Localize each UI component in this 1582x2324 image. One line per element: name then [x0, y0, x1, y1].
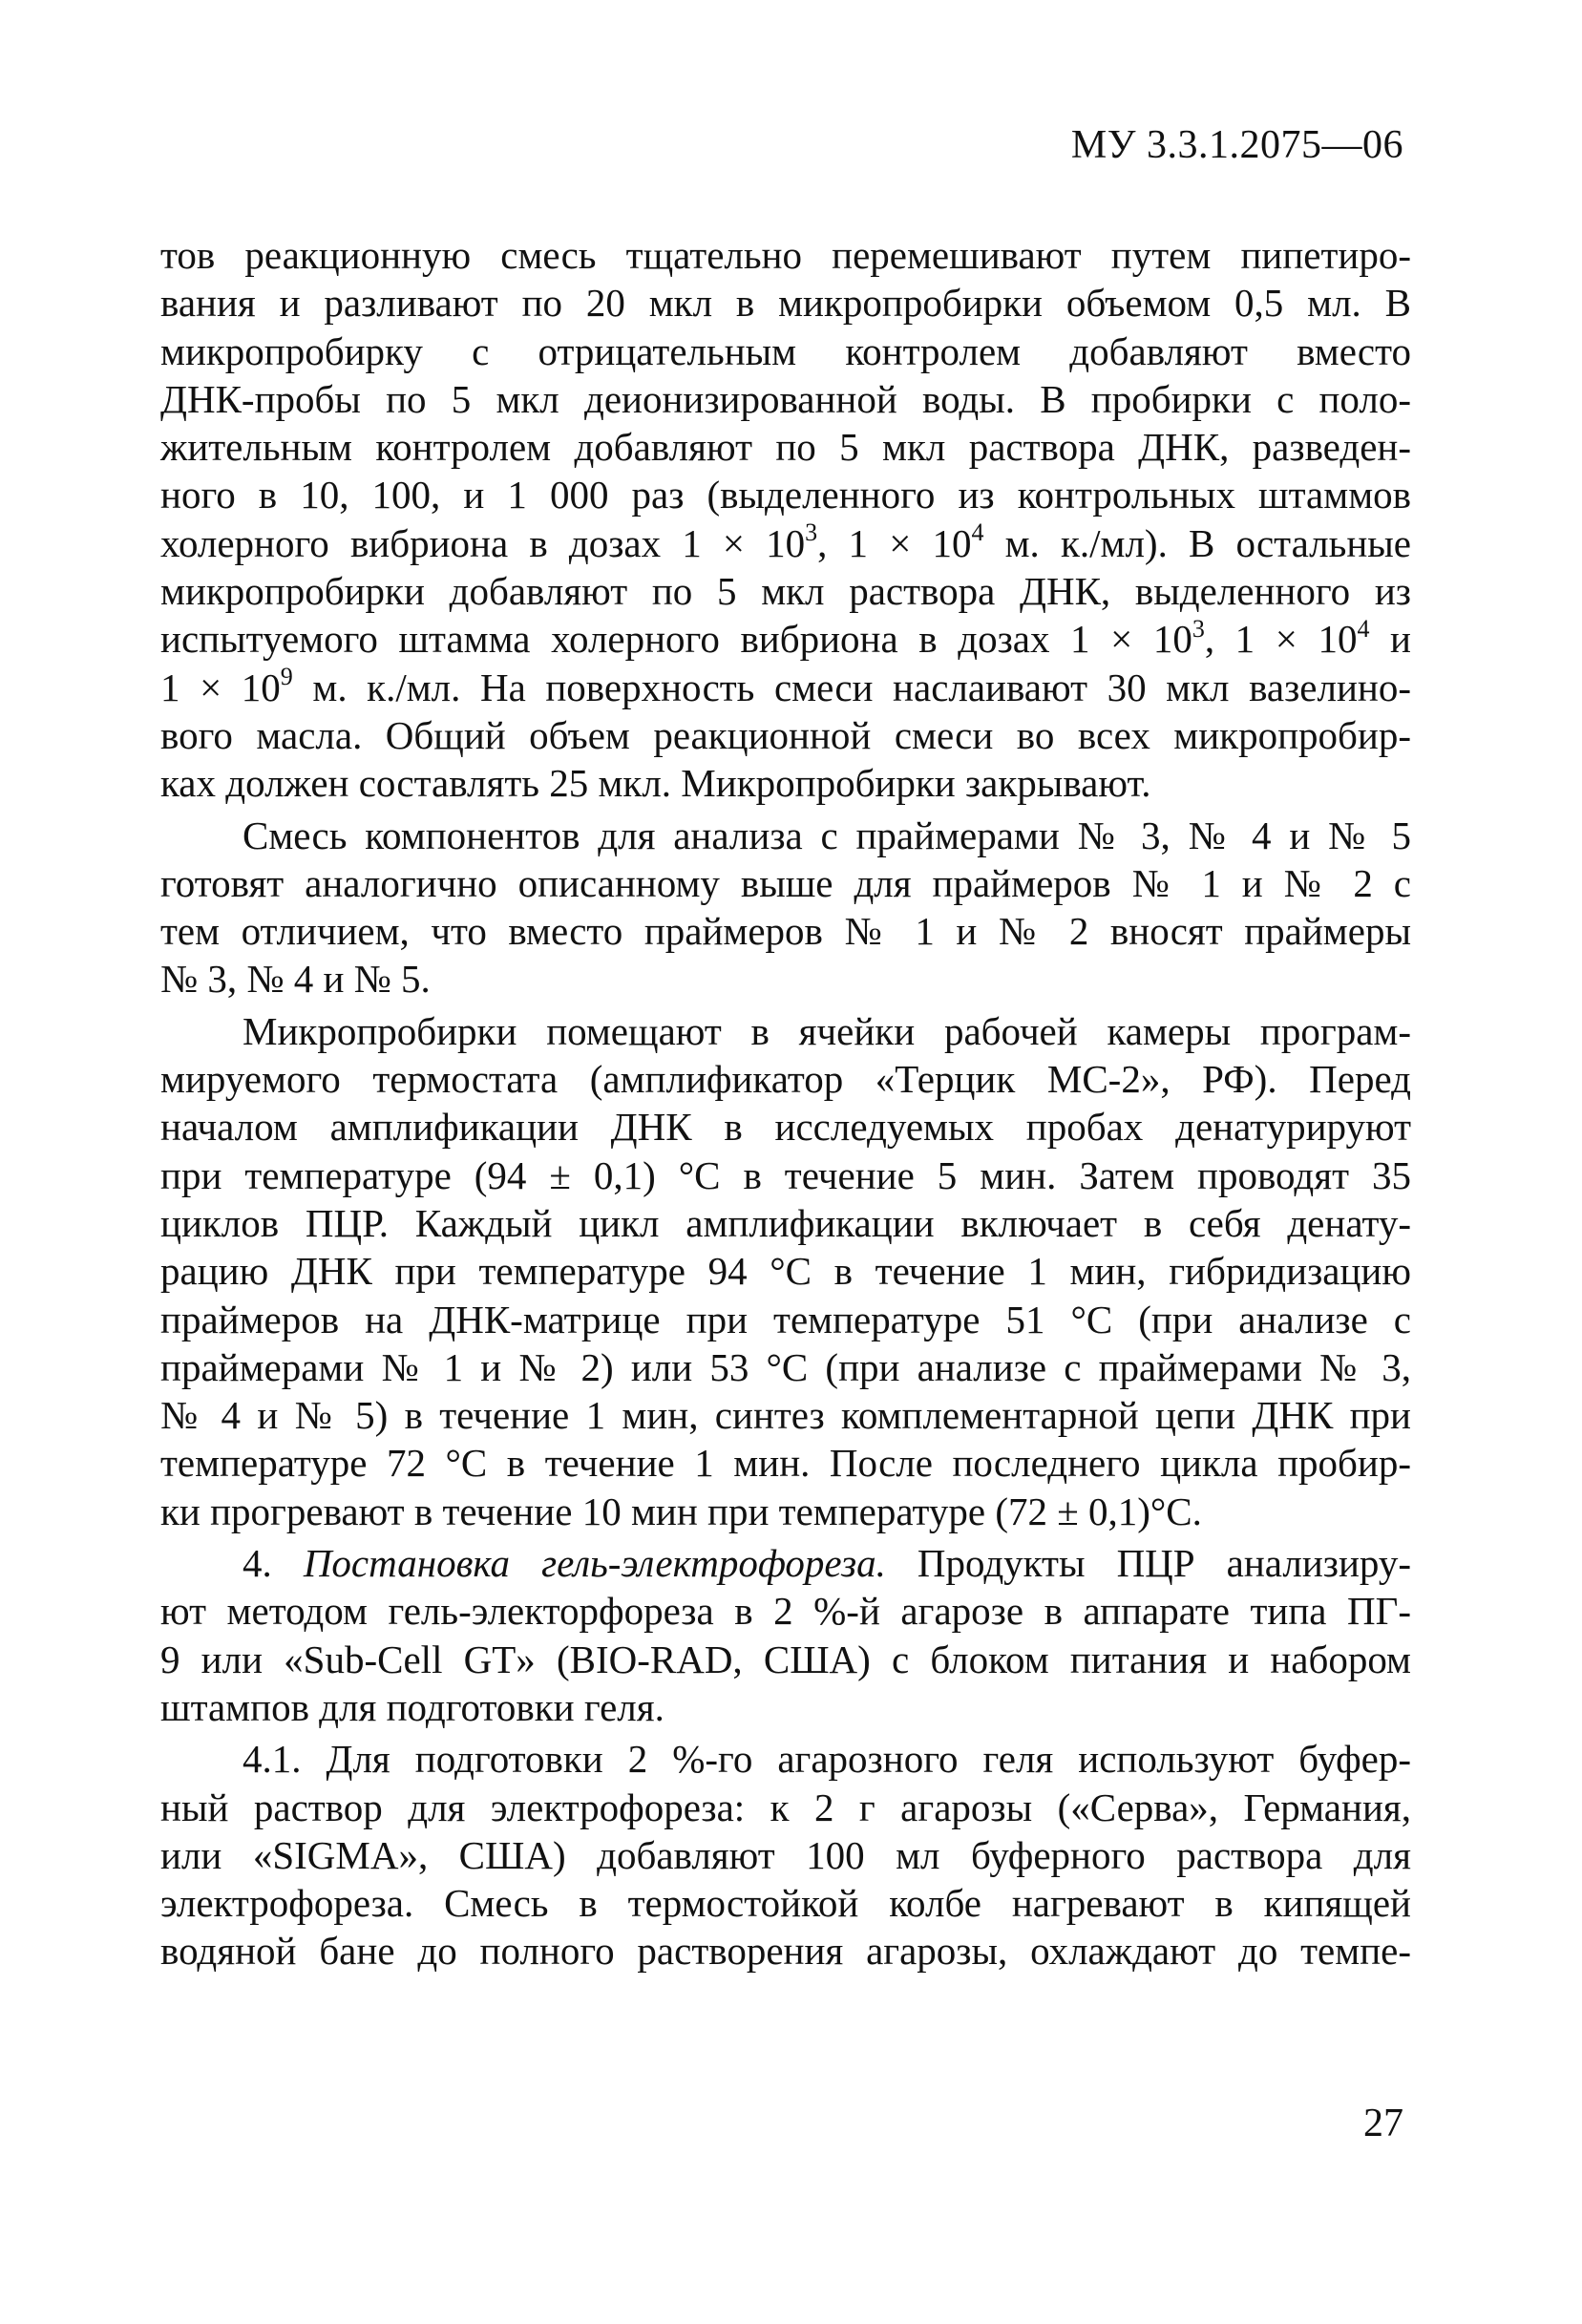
text-line: циклов ПЦР. Каждый цикл амплификации включает в себя денату- [160, 1200, 1411, 1245]
superscript: 9 [280, 663, 293, 691]
text-segment: , 1 × 10 [817, 520, 972, 565]
superscript: 4 [1357, 614, 1370, 643]
text-line [160, 664, 1411, 711]
text-line: микропробирку с отрицательным контролем добавляют вместо [160, 328, 1411, 373]
text-line [160, 519, 1411, 567]
section-title: Постановка гель-электрофореза. [303, 1541, 886, 1586]
text-line: рацию ДНК при температуре 94 °С в течение 1 мин, гибридизацию [160, 1249, 1411, 1294]
text-line: жительным контролем добавляют по 5 мкл раствора ДНК, разведен- [160, 425, 1411, 470]
page-number: 27 [1363, 2102, 1403, 2145]
text-line: Микропробирки помещают в ячейки рабочей камеры програм- [243, 1008, 1411, 1053]
text-line [160, 615, 1411, 663]
text-segment: м. к./мл. На поверхность смеси наслаивают 30 мкл вазелино- [292, 665, 1411, 709]
text-line: ках должен составлять 25 мкл. Микропробирки закрывают. [160, 761, 1151, 806]
text-segment: Продукты ПЦР анализиру- [885, 1541, 1412, 1586]
text-line [160, 1539, 1411, 1587]
text-line: тов реакционную смесь тщательно перемешивают путем пипетиро- [160, 233, 1411, 277]
text-segment: и [1369, 617, 1411, 662]
superscript: 3 [1192, 614, 1205, 643]
text-line: 9 или «Sub-Cell GT» (BIO-RAD, США) с блоком питания и набором [160, 1637, 1411, 1681]
text-line: ют методом гель-электорфореза в 2 %-й агарозе в аппарате типа ПГ- [160, 1589, 1411, 1634]
paragraph-2 [160, 812, 1411, 1004]
text-line: мируемого термостата (амплификатор «Терцик МС-2», РФ). Перед [160, 1057, 1411, 1102]
text-segment: м. к./мл). В остальные [983, 520, 1412, 565]
paragraph-5 [160, 1735, 1411, 1975]
superscript: 4 [971, 518, 984, 547]
text-line: тем отличием, что вместо праймеров № 1 и № 2 вносят праймеры [160, 909, 1411, 954]
text-line: началом амплификации ДНК в исследуемых пробах денатурируют [160, 1105, 1411, 1150]
text-line: вания и разливают по 20 мкл в микропробирки объемом 0,5 мл. В [160, 281, 1411, 326]
text-line: готовят аналогично описанному выше для праймеров № 1 и № 2 с [160, 860, 1411, 905]
text-line: 4.1. Для подготовки 2 %-го агарозного геля используют буфер- [243, 1737, 1411, 1782]
document-body [160, 231, 1411, 1975]
text-line: праймеров на ДНК-матрице при температуре 51 °С (при анализе с [160, 1297, 1411, 1342]
superscript: 3 [805, 518, 818, 547]
paragraph-3 [160, 1007, 1411, 1535]
text-line: Смесь компонентов для анализа с праймерами № 3, № 4 и № 5 [243, 813, 1411, 857]
text-line: при температуре (94 ± 0,1) °С в течение 5 мин. Затем проводят 35 [160, 1152, 1411, 1197]
text-line: ный раствор для электрофореза: к 2 г агарозы («Серва», Германия, [160, 1785, 1411, 1829]
paragraph-1 [160, 231, 1411, 808]
paragraph-4-section-heading [160, 1539, 1411, 1731]
section-number: 4. [243, 1541, 304, 1586]
text-segment: , 1 × 10 [1204, 617, 1358, 662]
text-line: праймерами № 1 и № 2) или 53 °С (при анализе с праймерами № 3, [160, 1344, 1411, 1389]
text-line: или «SIGMA», США) добавляют 100 мл буферного раствора для [160, 1832, 1411, 1877]
text-segment: холерного вибриона в дозах 1 × 10 [160, 520, 806, 565]
text-line: ДНК-пробы по 5 мкл деионизированной воды. В пробирки с поло- [160, 376, 1411, 421]
text-line: ного в 10, 100, и 1 000 раз (выделенного из контрольных штаммов [160, 473, 1411, 518]
text-line: водяной бане до полного растворения агарозы, охлаждают до темпе- [160, 1929, 1411, 1974]
text-segment: испытуемого штамма холерного вибриона в дозах 1 × 10 [160, 617, 1192, 662]
text-line: электрофореза. Смесь в термостойкой колбе нагревают в кипящей [160, 1881, 1411, 1926]
text-line: № 4 и № 5) в течение 1 мин, синтез комплементарной цепи ДНК при [160, 1393, 1411, 1438]
text-line: вого масла. Общий объем реакционной смеси во всех микропробир- [160, 712, 1411, 757]
text-line: штампов для подготовки геля. [160, 1684, 664, 1729]
text-line: ки прогревают в течение 10 мин при температуре (72 ± 0,1)°С. [160, 1489, 1202, 1533]
text-line: № 3, № 4 и № 5. [160, 957, 431, 1002]
document-code-header: МУ 3.3.1.2075—06 [1070, 123, 1403, 167]
text-line: температуре 72 °С в течение 1 мин. После последнего цикла пробир- [160, 1441, 1411, 1486]
text-line: микропробирки добавляют по 5 мкл раствора ДНК, выделенного из [160, 569, 1411, 614]
text-segment: 1 × 10 [160, 665, 281, 709]
